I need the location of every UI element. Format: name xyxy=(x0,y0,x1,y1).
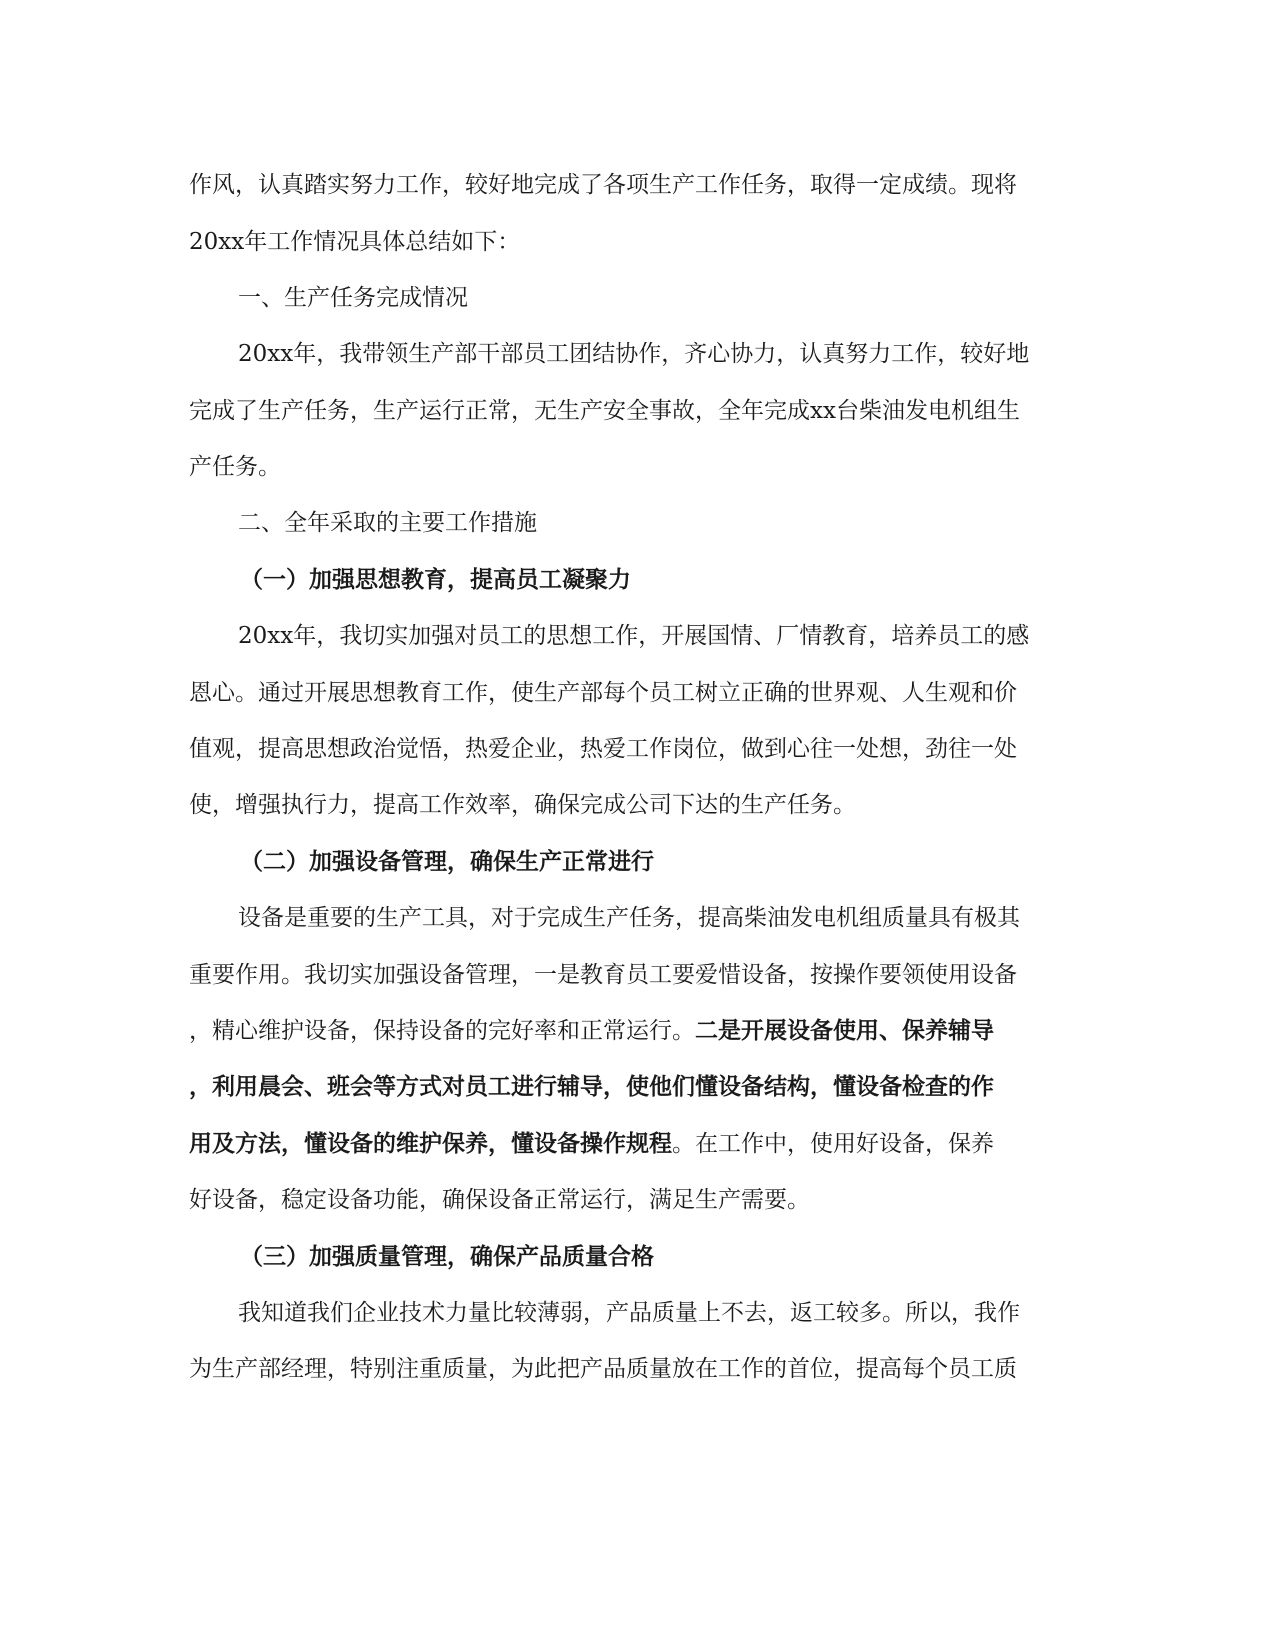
paragraph-line: 重要作用。我切实加强设备管理，一是教育员工要爱惜设备，按操作要领使用设备 xyxy=(189,962,1017,988)
bold-text: 二是开展设备使用、保养辅导 xyxy=(695,1017,994,1044)
paragraph-line: 20xx年，我带领生产部干部员工团结协作，齐心协力，认真努力工作，较好地 xyxy=(238,341,1030,367)
paragraph-line: 恩心。通过开展思想教育工作，使生产部每个员工树立正确的世界观、人生观和价 xyxy=(189,680,1017,706)
paragraph-line: ，利用晨会、班会等方式对员工进行辅导，使他们懂设备结构，懂设备检查的作 xyxy=(189,1073,994,1100)
subsection-heading: （三）加强质量管理，确保产品质量合格 xyxy=(240,1243,654,1270)
paragraph-line: 设备是重要的生产工具，对于完成生产任务，提高柴油发电机组质量具有极其 xyxy=(238,905,1020,931)
paragraph-line: 20xx年，我切实加强对员工的思想工作，开展国情、厂情教育，培养员工的感 xyxy=(238,623,1030,649)
bold-text: 用及方法，懂设备的维护保养，懂设备操作规程 xyxy=(189,1130,672,1157)
paragraph-line: 好设备，稳定设备功能，确保设备正常运行，满足生产需要。 xyxy=(189,1187,810,1213)
plain-text: ，精心维护设备，保持设备的完好率和正常运行。 xyxy=(189,1018,695,1044)
plain-text: 。在工作中，使用好设备，保养 xyxy=(672,1131,994,1157)
subsection-heading: （一）加强思想教育，提高员工凝聚力 xyxy=(240,566,631,593)
paragraph-line: 值观，提高思想政治觉悟，热爱企业，热爱工作岗位，做到心往一处想，劲往一处 xyxy=(189,736,1017,762)
paragraph-line: 产任务。 xyxy=(189,454,281,480)
paragraph-line: 完成了生产任务，生产运行正常，无生产安全事故，全年完成xx台柴油发电机组生 xyxy=(189,398,1020,424)
subsection-heading: （二）加强设备管理，确保生产正常进行 xyxy=(240,848,654,875)
paragraph-line: 作风，认真踏实努力工作，较好地完成了各项生产工作任务，取得一定成绩。现将 xyxy=(189,172,1017,198)
section-heading: 一、生产任务完成情况 xyxy=(238,285,468,311)
section-heading: 二、全年采取的主要工作措施 xyxy=(238,510,537,536)
paragraph-line: 为生产部经理，特别注重质量，为此把产品质量放在工作的首位，提高每个员工质 xyxy=(189,1356,1017,1382)
paragraph-line xyxy=(189,1129,1089,1159)
paragraph-line: 我知道我们企业技术力量比较薄弱，产品质量上不去，返工较多。所以，我作 xyxy=(238,1300,1020,1326)
paragraph-line: 20xx年工作情况具体总结如下： xyxy=(189,229,521,255)
paragraph-line: 使，增强执行力，提高工作效率，确保完成公司下达的生产任务。 xyxy=(189,792,856,818)
paragraph-line xyxy=(189,1016,1089,1046)
